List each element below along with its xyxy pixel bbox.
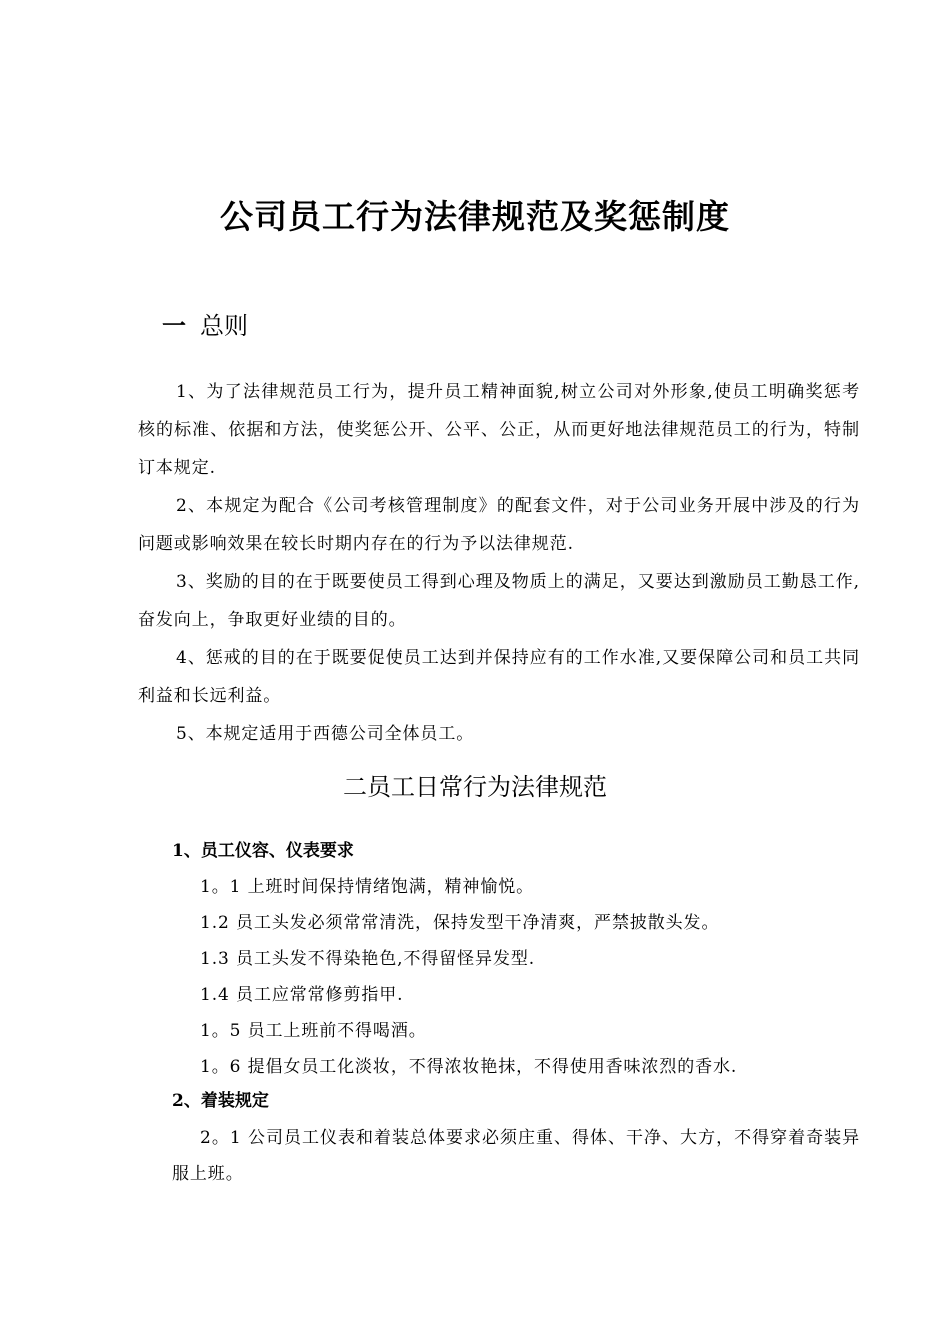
- appearance-item-3: 1.3 员工头发不得染艳色,不得留怪异发型.: [200, 949, 536, 969]
- dress-code-item-1: 2。1 公司员工仪表和着装总体要求必须庄重、得体、干净、大方，不得穿着奇装异服上班。: [172, 1128, 860, 1184]
- general-paragraph-4: 4、惩戒的目的在于既要促使员工达到并保持应有的工作水准,又要保障公司和员工共同利益和长远利益。: [138, 648, 860, 706]
- section-1-number: 一: [162, 312, 186, 340]
- dress-code-section: [172, 1120, 860, 1192]
- section-2-heading: 二员工日常行为法律规范: [343, 773, 607, 801]
- general-paragraph-3: 3、奖励的目的在于既要使员工得到心理及物质上的满足，又要达到激励员工勤恳工作,奋发向上，争取更好业绩的目的。: [138, 572, 860, 630]
- section-1-body: [138, 373, 860, 753]
- appearance-item-5: 1。5 员工上班前不得喝酒。: [200, 1021, 427, 1041]
- general-paragraph-5: 5、本规定适用于西德公司全体员工。: [176, 724, 475, 744]
- appearance-item-2: 1.2 员工头发必须常常清洗，保持发型干净清爽，严禁披散头发。: [200, 913, 720, 933]
- subsection-dress-code-heading: 2、着装规定: [172, 1091, 269, 1111]
- appearance-item-1: 1。1 上班时间保持情绪饱满，精神愉悦。: [200, 877, 535, 897]
- document-title: 公司员工行为法律规范及奖惩制度: [220, 197, 730, 236]
- section-1-title: 总则: [200, 312, 248, 340]
- appearance-item-6: 1。6 提倡女员工化淡妆，不得浓妆艳抹，不得使用香味浓烈的香水.: [200, 1057, 738, 1077]
- subsection-appearance-heading: 1、员工仪容、仪表要求: [172, 841, 354, 861]
- appearance-item-4: 1.4 员工应常常修剪指甲.: [200, 985, 404, 1005]
- section-1-heading: [162, 308, 248, 344]
- general-paragraph-2: 2、本规定为配合《公司考核管理制度》的配套文件，对于公司业务开展中涉及的行为问题或影响效果在较长时期内存在的行为予以法律规范.: [138, 496, 860, 554]
- general-paragraph-1: 1、为了法律规范员工行为，提升员工精神面貌,树立公司对外形象,使员工明确奖惩考核的标准、依据和方法，使奖惩公开、公平、公正，从而更好地法律规范员工的行为，特制订本规定.: [138, 382, 860, 478]
